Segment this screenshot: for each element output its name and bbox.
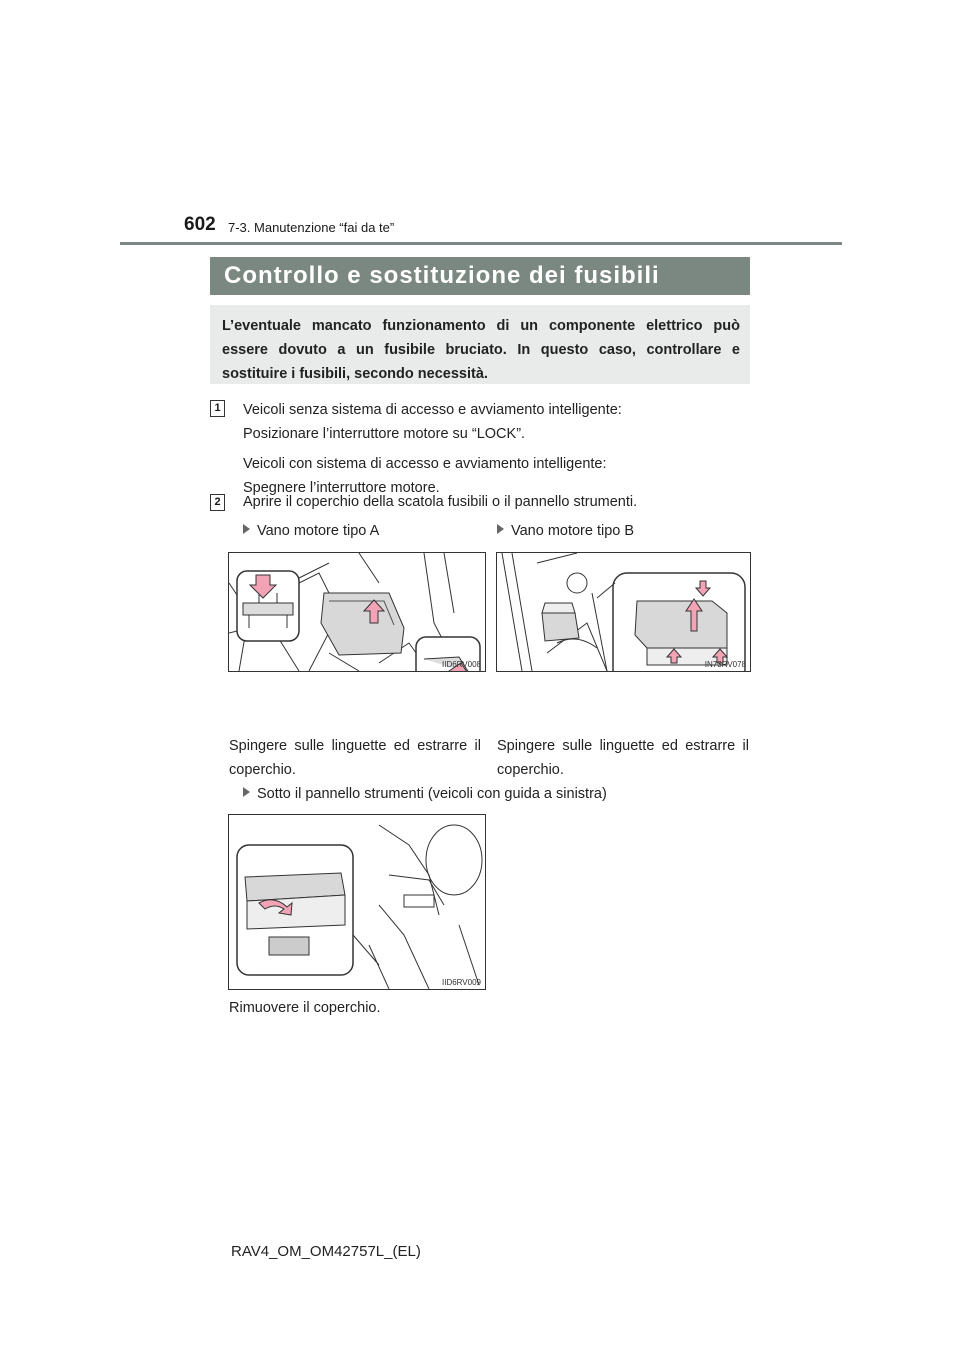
figure-instrument-panel [228, 814, 486, 990]
figure-b-label [497, 523, 634, 539]
figure-b-caption: Spingere sulle linguette ed estrarre il coperchio. [497, 738, 749, 778]
bullet-triangle-icon [243, 787, 250, 797]
figure-c-label [243, 786, 607, 802]
figure-c-label-text: Sotto il pannello strumenti (veicoli con guida a sinistra) [257, 786, 607, 802]
step-1-line-3: Veicoli con sistema di accesso e avviamento intelligente: [243, 456, 607, 472]
page-title: Controllo e sostituzione dei fusibili [224, 262, 660, 289]
figure-engine-type-a [228, 552, 486, 672]
figure-a-label-text: Vano motore tipo A [257, 523, 380, 539]
intro-box [210, 305, 750, 384]
footer-document-code: RAV4_OM_OM42757L_(EL) [231, 1243, 421, 1260]
intro-text: L’eventuale mancato funzionamento di un componente elettrico può essere dovuto a un fusibile bruciato. In questo caso, controllare e sostituire i fusibili, secondo necessità. [222, 318, 740, 382]
figure-c-caption: Rimuovere il coperchio. [229, 1000, 381, 1016]
figure-b-label-text: Vano motore tipo B [511, 523, 635, 539]
step-number-1: 1 [210, 400, 225, 417]
section-title-bar [210, 257, 750, 295]
figure-b-code: IN73RV078 [704, 660, 746, 669]
step-1-line-2: Posizionare l’interruttore motore su “LOCK”. [243, 426, 526, 442]
step-1-text [243, 398, 622, 500]
engine-bay-b-illustration [497, 553, 750, 671]
step-number-2: 2 [210, 494, 225, 511]
figure-engine-type-b [496, 552, 751, 672]
bullet-triangle-icon [243, 524, 250, 534]
breadcrumb: 7-3. Manutenzione “fai da te” [228, 220, 395, 235]
step-2-text: Aprire il coperchio della scatola fusibili o il pannello strumenti. [243, 494, 638, 510]
figure-a-label [243, 523, 379, 539]
instrument-panel-illustration [229, 815, 485, 989]
step-1-line-1: Veicoli senza sistema di accesso e avviamento intelligente: [243, 402, 622, 418]
engine-bay-a-illustration [229, 553, 485, 671]
figure-c-code: IID6RV009 [442, 978, 481, 987]
header-rule [120, 242, 842, 245]
figure-a-caption: Spingere sulle linguette ed estrarre il coperchio. [229, 738, 481, 778]
page-number: 602 [184, 214, 216, 235]
figure-a-code: IID6RV008 [442, 660, 481, 669]
step-1-line-4: Spegnere l’interruttore motore. [243, 480, 440, 496]
bullet-triangle-icon [497, 524, 504, 534]
